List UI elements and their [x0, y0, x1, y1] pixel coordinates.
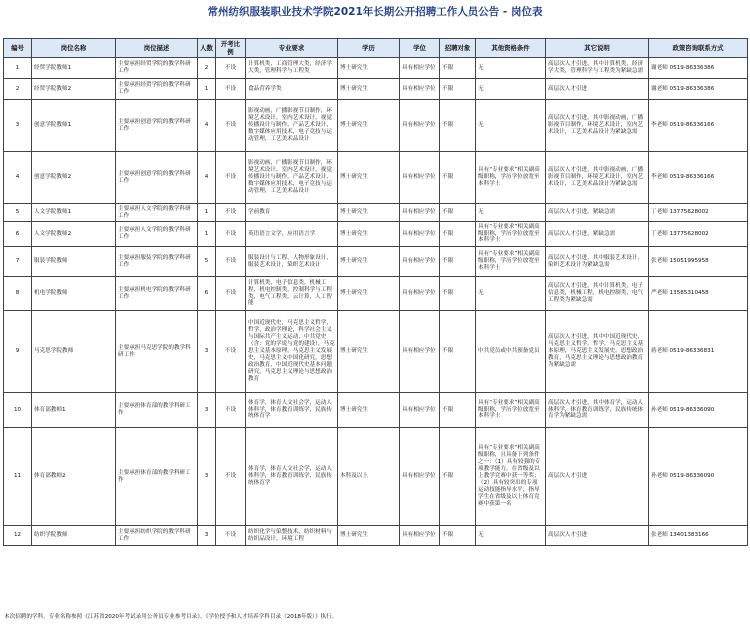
table-row — [4, 311, 748, 393]
table-row — [4, 79, 748, 100]
cell-no: 3 — [4, 100, 32, 152]
cell-position-desc: 主要承担创意学院的教学科研工作 — [116, 152, 198, 204]
cell-qualification: 具有“专业要求”相关副高级职称，学历学位放宽至本科学士 — [476, 393, 546, 428]
cell-other-notes: 高层次人才引进 — [546, 526, 649, 546]
cell-ratio: 不设 — [216, 100, 246, 152]
cell-education: 本科及以上 — [338, 428, 400, 526]
cell-count: 3 — [198, 393, 216, 428]
cell-position-desc: 主要承担体育部的教学科研工作 — [116, 393, 198, 428]
table-row — [4, 428, 748, 526]
cell-other-notes: 高层次人才引进 — [546, 428, 649, 526]
cell-target: 不限 — [440, 311, 476, 393]
cell-other-notes: 高层次人才引进，其中计算机类，电子信息类，机械工程，机电控制类，电气工程类为紧缺急需 — [546, 277, 649, 311]
cell-position-desc: 主要承担创意学院的教学科研工作 — [116, 100, 198, 152]
cell-no: 4 — [4, 152, 32, 204]
cell-major: 影视动画，广播影视节目制作，环境艺术设计，室内艺术设计，视觉传播设计与制作，产品艺术设计，数字媒体应用技术，电子竞技与运动管理，工艺美术品设计 — [246, 152, 338, 204]
header-position-desc: 岗位描述 — [116, 39, 198, 58]
header-no: 编号 — [4, 39, 32, 58]
header-education: 学历 — [338, 39, 400, 58]
header-major: 专业要求 — [246, 39, 338, 58]
cell-ratio: 不设 — [216, 311, 246, 393]
table-header-row — [4, 39, 748, 58]
cell-qualification: 无 — [476, 100, 546, 152]
cell-education: 博士研究生 — [338, 393, 400, 428]
cell-target: 不限 — [440, 100, 476, 152]
cell-education: 博士研究生 — [338, 79, 400, 100]
cell-target: 不限 — [440, 204, 476, 222]
cell-education: 博士研究生 — [338, 100, 400, 152]
cell-position-desc: 主要承担人文学院的教学科研工作 — [116, 222, 198, 247]
cell-contact: 丁老师 13775628002 — [649, 204, 748, 222]
cell-count: 6 — [198, 277, 216, 311]
table-row — [4, 152, 748, 204]
cell-degree: 具有相应学位 — [400, 79, 440, 100]
cell-ratio: 不设 — [216, 204, 246, 222]
cell-contact: 张老师 15051995958 — [649, 247, 748, 277]
cell-major: 计算机类，电子信息类，机械工程，机电控制类，控制科学与工程类，电气工程类，云计算，人工智能 — [246, 277, 338, 311]
table-row — [4, 393, 748, 428]
cell-target: 不限 — [440, 428, 476, 526]
cell-no: 1 — [4, 58, 32, 79]
table-row — [4, 277, 748, 311]
cell-ratio: 不设 — [216, 393, 246, 428]
cell-education: 博士研究生 — [338, 152, 400, 204]
cell-position-desc: 主要承担服装学院的教学科研工作 — [116, 247, 198, 277]
header-other-notes: 其它说明 — [546, 39, 649, 58]
cell-major: 服装设计与工程，人物形象设计，服装艺术设计，染织艺术设计 — [246, 247, 338, 277]
job-positions-table — [3, 38, 748, 546]
cell-education: 博士研究生 — [338, 204, 400, 222]
cell-major: 影视动画，广播影视节目制作，环境艺术设计，室内艺术设计，视觉传播设计与制作，产品艺术设计，数字媒体应用技术，电子竞技与运动管理，工艺美术品设计 — [246, 100, 338, 152]
cell-degree: 具有相应学位 — [400, 100, 440, 152]
table-row — [4, 100, 748, 152]
cell-other-notes: 高层次人才引进，其中影视动画，广播影视节目制作，环境艺术设计，室内艺术设计，工艺美术品设计为紧缺急需 — [546, 152, 649, 204]
cell-degree: 具有相应学位 — [400, 152, 440, 204]
cell-position-name: 人文学院教师1 — [32, 204, 116, 222]
cell-no: 11 — [4, 428, 32, 526]
cell-qualification: 无 — [476, 204, 546, 222]
header-qualification: 其他资格条件 — [476, 39, 546, 58]
cell-position-name: 经贸学院教师2 — [32, 79, 116, 100]
cell-contact: 谢老师 0519-86336386 — [649, 58, 748, 79]
cell-position-desc: 主要承担机电学院的教学科研工作 — [116, 277, 198, 311]
cell-contact: 李老师 0519-86336166 — [649, 152, 748, 204]
cell-no: 7 — [4, 247, 32, 277]
cell-qualification: 无 — [476, 526, 546, 546]
cell-education: 博士研究生 — [338, 58, 400, 79]
cell-other-notes: 高层次人才引进，其中影视动画，广播影视节目制作，环境艺术设计，室内艺术设计，工艺美术品设计为紧缺急需 — [546, 100, 649, 152]
header-contact: 政策咨询联系方式 — [649, 39, 748, 58]
cell-count: 1 — [198, 79, 216, 100]
cell-ratio: 不设 — [216, 428, 246, 526]
cell-position-desc: 主要承担人文学院的教学科研工作 — [116, 204, 198, 222]
cell-position-name: 体育部教师2 — [32, 428, 116, 526]
cell-position-name: 马克思学院教师 — [32, 311, 116, 393]
cell-position-desc: 主要承担体育部的教学科研工作 — [116, 428, 198, 526]
cell-qualification: 具有“专业要求”相关副高级职称，学历学位放宽至本科学士 — [476, 222, 546, 247]
cell-target: 不限 — [440, 79, 476, 100]
cell-contact: 蒋老师 0519-86336831 — [649, 311, 748, 393]
footnote: 本次招聘的学科、专业名称参照《江苏省2020年考试录用公务员专业参考目录》、《学位授予和人才培养学科目录（2018年版）》执行。 — [4, 614, 338, 620]
cell-qualification: 具有“专业要求”相关副高级职称，且具备下列条件之一：（1）具有较强的专项教学能力，在省级及以上教学竞赛中获一等奖；（2）具有较突出的专项运动技能指导水平，指导学生在省级及以上体育竞赛中获第一名 — [476, 428, 546, 526]
cell-contact: 孙老师 0519-86336090 — [649, 428, 748, 526]
cell-major: 学前教育 — [246, 204, 338, 222]
cell-position-name: 人文学院教师2 — [32, 222, 116, 247]
cell-ratio: 不设 — [216, 79, 246, 100]
table-row — [4, 247, 748, 277]
cell-contact: 严老师 13585310458 — [649, 277, 748, 311]
cell-ratio: 不设 — [216, 152, 246, 204]
cell-qualification: 无 — [476, 277, 546, 311]
cell-position-desc: 主要承担经贸学院的教学科研工作 — [116, 58, 198, 79]
cell-education: 博士研究生 — [338, 526, 400, 546]
cell-other-notes: 高层次人才引进，紧缺急需 — [546, 222, 649, 247]
header-count: 人数 — [198, 39, 216, 58]
cell-count: 3 — [198, 311, 216, 393]
cell-contact: 丁老师 13775628002 — [649, 222, 748, 247]
cell-education: 博士研究生 — [338, 277, 400, 311]
cell-major: 体育学，体育人文社会学，运动人体科学，体育教育训练学，民族传统体育学 — [246, 393, 338, 428]
cell-count: 1 — [198, 204, 216, 222]
cell-target: 不限 — [440, 277, 476, 311]
table-row — [4, 222, 748, 247]
cell-education: 博士研究生 — [338, 222, 400, 247]
cell-major: 英语语言文学，应用语言学 — [246, 222, 338, 247]
cell-position-name: 经贸学院教师1 — [32, 58, 116, 79]
cell-major: 食品营养学类 — [246, 79, 338, 100]
cell-ratio: 不设 — [216, 58, 246, 79]
cell-degree: 具有相应学位 — [400, 222, 440, 247]
cell-degree: 具有相应学位 — [400, 393, 440, 428]
cell-degree: 具有相应学位 — [400, 247, 440, 277]
cell-count: 4 — [198, 100, 216, 152]
cell-count: 3 — [198, 428, 216, 526]
cell-target: 不限 — [440, 247, 476, 277]
cell-ratio: 不设 — [216, 222, 246, 247]
cell-position-desc: 主要承担马克思学院的教学科研工作 — [116, 311, 198, 393]
cell-degree: 具有相应学位 — [400, 58, 440, 79]
cell-major: 体育学，体育人文社会学，运动人体科学，体育教育训练学，民族传统体育学 — [246, 428, 338, 526]
cell-position-name: 体育部教师1 — [32, 393, 116, 428]
cell-position-name: 创意学院教师1 — [32, 100, 116, 152]
cell-education: 博士研究生 — [338, 311, 400, 393]
cell-major: 纺织化学与染整技术，纺织材料与纺织品设计，环境工程 — [246, 526, 338, 546]
cell-qualification: 具有“专业要求”相关副高级职称，学历学位放宽至本科学士 — [476, 247, 546, 277]
cell-degree: 具有相应学位 — [400, 204, 440, 222]
cell-position-name: 创意学院教师2 — [32, 152, 116, 204]
header-target: 招聘对象 — [440, 39, 476, 58]
cell-target: 不限 — [440, 58, 476, 79]
cell-contact: 李老师 0519-86336166 — [649, 100, 748, 152]
cell-other-notes: 高层次人才引进，紧缺急需 — [546, 204, 649, 222]
cell-no: 2 — [4, 79, 32, 100]
table-row — [4, 58, 748, 79]
cell-target: 不限 — [440, 222, 476, 247]
cell-ratio: 不设 — [216, 277, 246, 311]
cell-other-notes: 高层次人才引进，其中计算机类，经济学大类，管理科学与工程类为紧缺急需 — [546, 58, 649, 79]
cell-no: 12 — [4, 526, 32, 546]
cell-degree: 具有相应学位 — [400, 311, 440, 393]
cell-qualification: 无 — [476, 79, 546, 100]
cell-other-notes: 高层次人才引进，其中体育学，运动人体科学，体育教育训练学，民族传统体育学为紧缺急需 — [546, 393, 649, 428]
cell-target: 不限 — [440, 526, 476, 546]
page-title: 常州纺织服装职业技术学院2021年长期公开招聘工作人员公告 - 岗位表 — [207, 6, 543, 18]
cell-position-desc: 主要承担经贸学院的教学科研工作 — [116, 79, 198, 100]
cell-other-notes: 高层次人才引进 — [546, 79, 649, 100]
cell-target: 不限 — [440, 152, 476, 204]
cell-no: 5 — [4, 204, 32, 222]
cell-position-name: 服装学院教师 — [32, 247, 116, 277]
cell-degree: 具有相应学位 — [400, 428, 440, 526]
header-degree: 学位 — [400, 39, 440, 58]
cell-ratio: 不设 — [216, 526, 246, 546]
cell-education: 博士研究生 — [338, 247, 400, 277]
cell-qualification: 具有“专业要求”相关副高级职称，学历学位放宽至本科学士 — [476, 152, 546, 204]
cell-count: 5 — [198, 247, 216, 277]
cell-other-notes: 高层次人才引进，其中中国近现代史，马克思主义哲学，哲学，马克思主义基本原理，马克思主义发展史，思想政治教育，马克思主义理论与思想政治教育为紧缺急需 — [546, 311, 649, 393]
cell-contact: 谢老师 0519-86336386 — [649, 79, 748, 100]
cell-position-name: 纺织学院教师 — [32, 526, 116, 546]
cell-major: 中国近现代史，马克思主义哲学，哲学，政治学理论，科学社会主义与国际共产主义运动，中共党史（含：党的学说与党的建设），马克思主义基本原理，马克思主义发展史，马克思主义中国化研究，思想政治教育，中国近现代史基本问题研究，马克思主义理论与思想政治教育 — [246, 311, 338, 393]
cell-no: 9 — [4, 311, 32, 393]
cell-ratio: 不设 — [216, 247, 246, 277]
cell-position-name: 机电学院教师 — [32, 277, 116, 311]
header-ratio: 开考比例 — [216, 39, 246, 58]
cell-qualification: 中共党员或中共预备党员 — [476, 311, 546, 393]
table-row — [4, 204, 748, 222]
table-row — [4, 526, 748, 546]
cell-contact: 孙老师 0519-86336090 — [649, 393, 748, 428]
cell-count: 2 — [198, 58, 216, 79]
cell-no: 6 — [4, 222, 32, 247]
cell-position-desc: 主要承担纺织学院的教学科研工作 — [116, 526, 198, 546]
cell-degree: 具有相应学位 — [400, 277, 440, 311]
cell-count: 4 — [198, 152, 216, 204]
cell-count: 1 — [198, 222, 216, 247]
cell-qualification: 无 — [476, 58, 546, 79]
cell-degree: 具有相应学位 — [400, 526, 440, 546]
header-position-name: 岗位名称 — [32, 39, 116, 58]
cell-no: 10 — [4, 393, 32, 428]
cell-contact: 张老师 13401383166 — [649, 526, 748, 546]
cell-count: 3 — [198, 526, 216, 546]
cell-major: 计算机类，工商管理大类，经济学大类，管理科学与工程类 — [246, 58, 338, 79]
cell-other-notes: 高层次人才引进，其中服装艺术设计，染织艺术设计为紧缺急需 — [546, 247, 649, 277]
cell-target: 不限 — [440, 393, 476, 428]
cell-no: 8 — [4, 277, 32, 311]
